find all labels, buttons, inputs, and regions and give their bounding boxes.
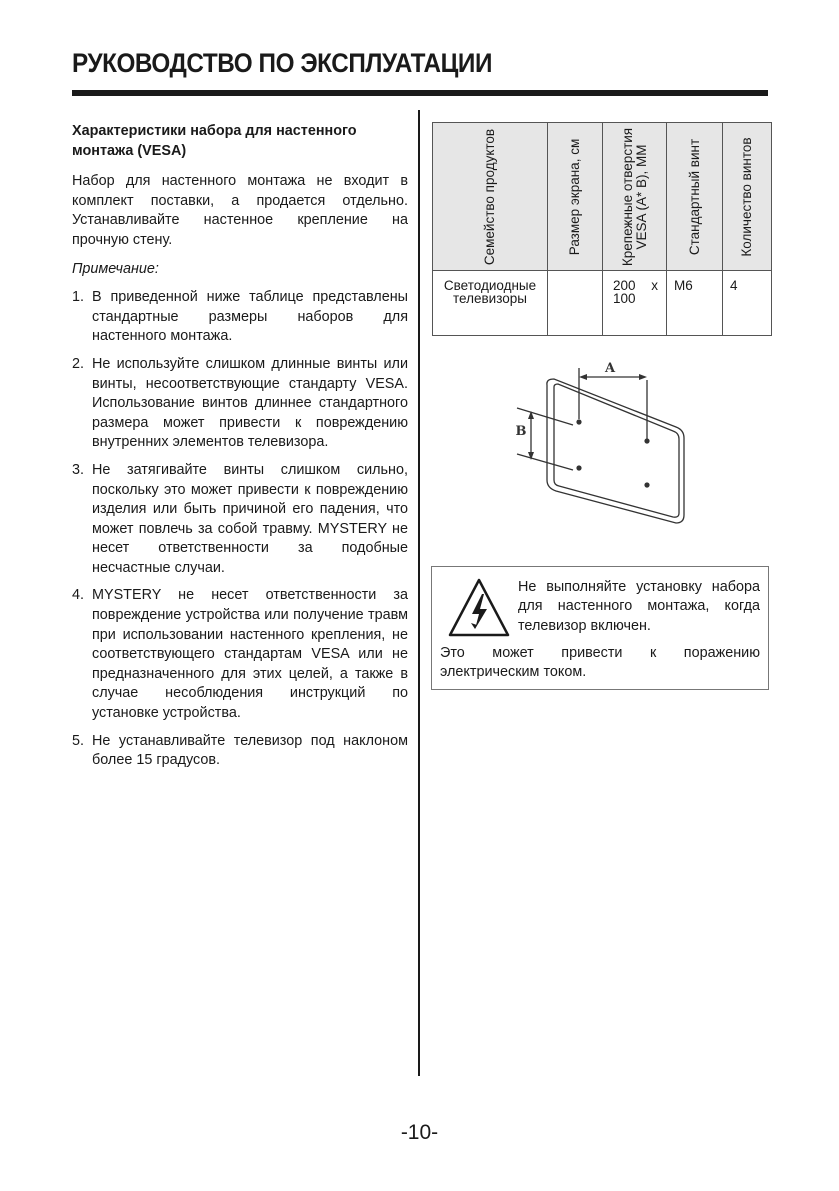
note-number: 5. <box>72 732 85 749</box>
warning-main-text: Не выполняйте установку набора для настенного монтажа, когда телевизор включен. <box>518 579 760 634</box>
cell-screw: M6 <box>667 271 723 336</box>
note-text: Не используйте слишком длинные винты или винты, несоответствующие стандарту VESA. Использование винтов длиннее стандартного размера может привести к повреждению внутренних элементов телевизора. <box>92 355 408 451</box>
note-number: 3. <box>72 461 85 478</box>
note-number: 1. <box>72 289 85 306</box>
cell-vesa <box>603 271 667 336</box>
note-item <box>72 586 408 723</box>
dimension-label-b: B <box>515 424 527 439</box>
left-column <box>72 122 408 779</box>
cell-screen-size <box>548 271 603 336</box>
vesa-b-value: 100 <box>613 291 636 306</box>
table-row <box>433 271 772 336</box>
header-screen-size: Размер экрана, см <box>548 123 603 271</box>
header-screw-count: Количество винтов <box>723 123 772 271</box>
page-title: РУКОВОДСТВО ПО ЭКСПЛУАТАЦИИ <box>72 48 492 78</box>
note-item <box>72 461 408 579</box>
warning-sub-text: Это может привести к поражению электрическим током. <box>440 645 760 681</box>
section-title: Характеристики набора для настенного монтажа (VESA) <box>72 123 357 159</box>
vesa-mount-diagram <box>510 355 690 525</box>
note-text: MYSTERY не несет ответственности за повреждение устройства или получение травм при использовании настенного крепления, не соответствующего стандартам VESA или не предназначенного для этих целей, а также в случае несоблюдения инструкций по установке устройства. <box>92 587 408 722</box>
note-label: Примечание: <box>72 260 159 277</box>
column-divider <box>418 110 420 1076</box>
electric-shock-warning-icon <box>447 577 511 639</box>
note-item <box>72 732 408 771</box>
note-text: Не затягивайте винты слишком сильно, поскольку это может привести к повреждению изделия или быть причиной его падения, что может повлечь за собой травму. MYSTERY не несет ответственности за подобные несчастные случаи. <box>92 461 408 576</box>
notes-list <box>72 288 408 771</box>
vesa-spec-table <box>432 122 772 336</box>
note-item <box>72 355 408 453</box>
note-number: 4. <box>72 587 85 604</box>
warning-box <box>431 566 769 690</box>
cell-product-family: Светодиодные телевизоры <box>433 271 548 336</box>
note-item <box>72 288 408 347</box>
cell-count: 4 <box>723 271 772 336</box>
header-standard-screw: Стандартный винт <box>667 123 723 271</box>
note-text: В приведенной ниже таблице представлены стандартные размеры наборов для настенного монтажа. <box>92 289 408 345</box>
vesa-a-value: 200 <box>613 278 636 293</box>
header-product-family: Семейство продуктов <box>433 123 548 271</box>
note-text: Не устанавливайте телевизор под наклоном более 15 градусов. <box>92 732 408 769</box>
header-vesa-holes: Крепежные отверстия VESA (A* B), ММ <box>603 123 667 271</box>
table-header-row <box>433 123 772 271</box>
header-rule <box>72 90 768 96</box>
page-header <box>72 48 768 79</box>
page-number: -10- <box>400 1121 439 1144</box>
intro-paragraph: Набор для настенного монтажа не входит в комплект поставки, а продается отдельно. Устанавливайте настенное крепление на прочную стену. <box>72 173 408 248</box>
note-number: 2. <box>72 355 85 372</box>
dimension-label-a: A <box>604 361 616 376</box>
vesa-times: x <box>651 278 658 293</box>
